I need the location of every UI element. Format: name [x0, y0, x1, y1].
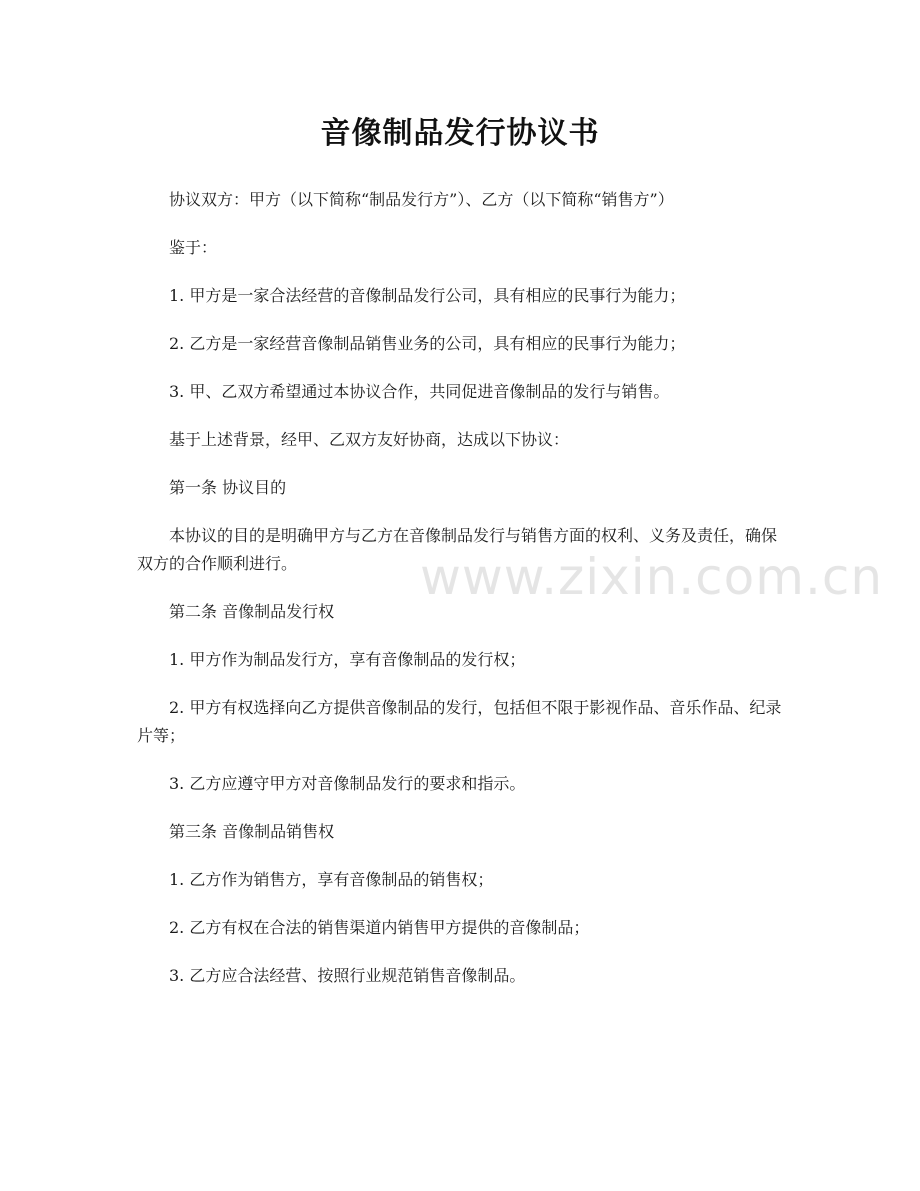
paragraph-recital-2: 2. 乙方是一家经营音像制品销售业务的公司，具有相应的民事行为能力；: [169, 334, 686, 353]
document-title: 音像制品发行协议书: [320, 116, 600, 151]
watermark: www.zixin.com.cn: [420, 548, 884, 606]
article-3-heading: 第三条 音像制品销售权: [169, 822, 335, 841]
article-3-item-2: 2. 乙方有权在合法的销售渠道内销售甲方提供的音像制品；: [169, 918, 590, 937]
article-2-heading: 第二条 音像制品发行权: [169, 602, 335, 621]
article-2-item-1: 1. 甲方作为制品发行方，享有音像制品的发行权；: [169, 650, 526, 669]
article-1-text: 本协议的目的是明确甲方与乙方在音像制品发行与销售方面的权利、义务及责任，确保双方的合作顺利进行。: [137, 526, 778, 573]
document-body: [137, 186, 787, 1010]
article-2-item-2: 2. 甲方有权选择向乙方提供音像制品的发行，包括但不限于影视作品、音乐作品、纪录片等；: [137, 698, 782, 745]
article-2-item-3: 3. 乙方应遵守甲方对音像制品发行的要求和指示。: [169, 774, 526, 793]
article-1-heading: 第一条 协议目的: [169, 478, 287, 497]
article-3-item-1: 1. 乙方作为销售方，享有音像制品的销售权；: [169, 870, 494, 889]
paragraph-whereas: 鉴于：: [169, 238, 218, 257]
paragraph-agreement-intro: 基于上述背景，经甲、乙双方友好协商，达成以下协议：: [169, 430, 570, 449]
paragraph-recital-1: 1. 甲方是一家合法经营的音像制品发行公司，具有相应的民事行为能力；: [169, 286, 686, 305]
paragraph-recital-3: 3. 甲、乙双方希望通过本协议合作，共同促进音像制品的发行与销售。: [169, 382, 670, 401]
paragraph-parties: 协议双方：甲方（以下简称“制品发行方”）、乙方（以下简称“销售方”）: [169, 190, 674, 209]
article-3-item-3: 3. 乙方应合法经营、按照行业规范销售音像制品。: [169, 966, 526, 985]
